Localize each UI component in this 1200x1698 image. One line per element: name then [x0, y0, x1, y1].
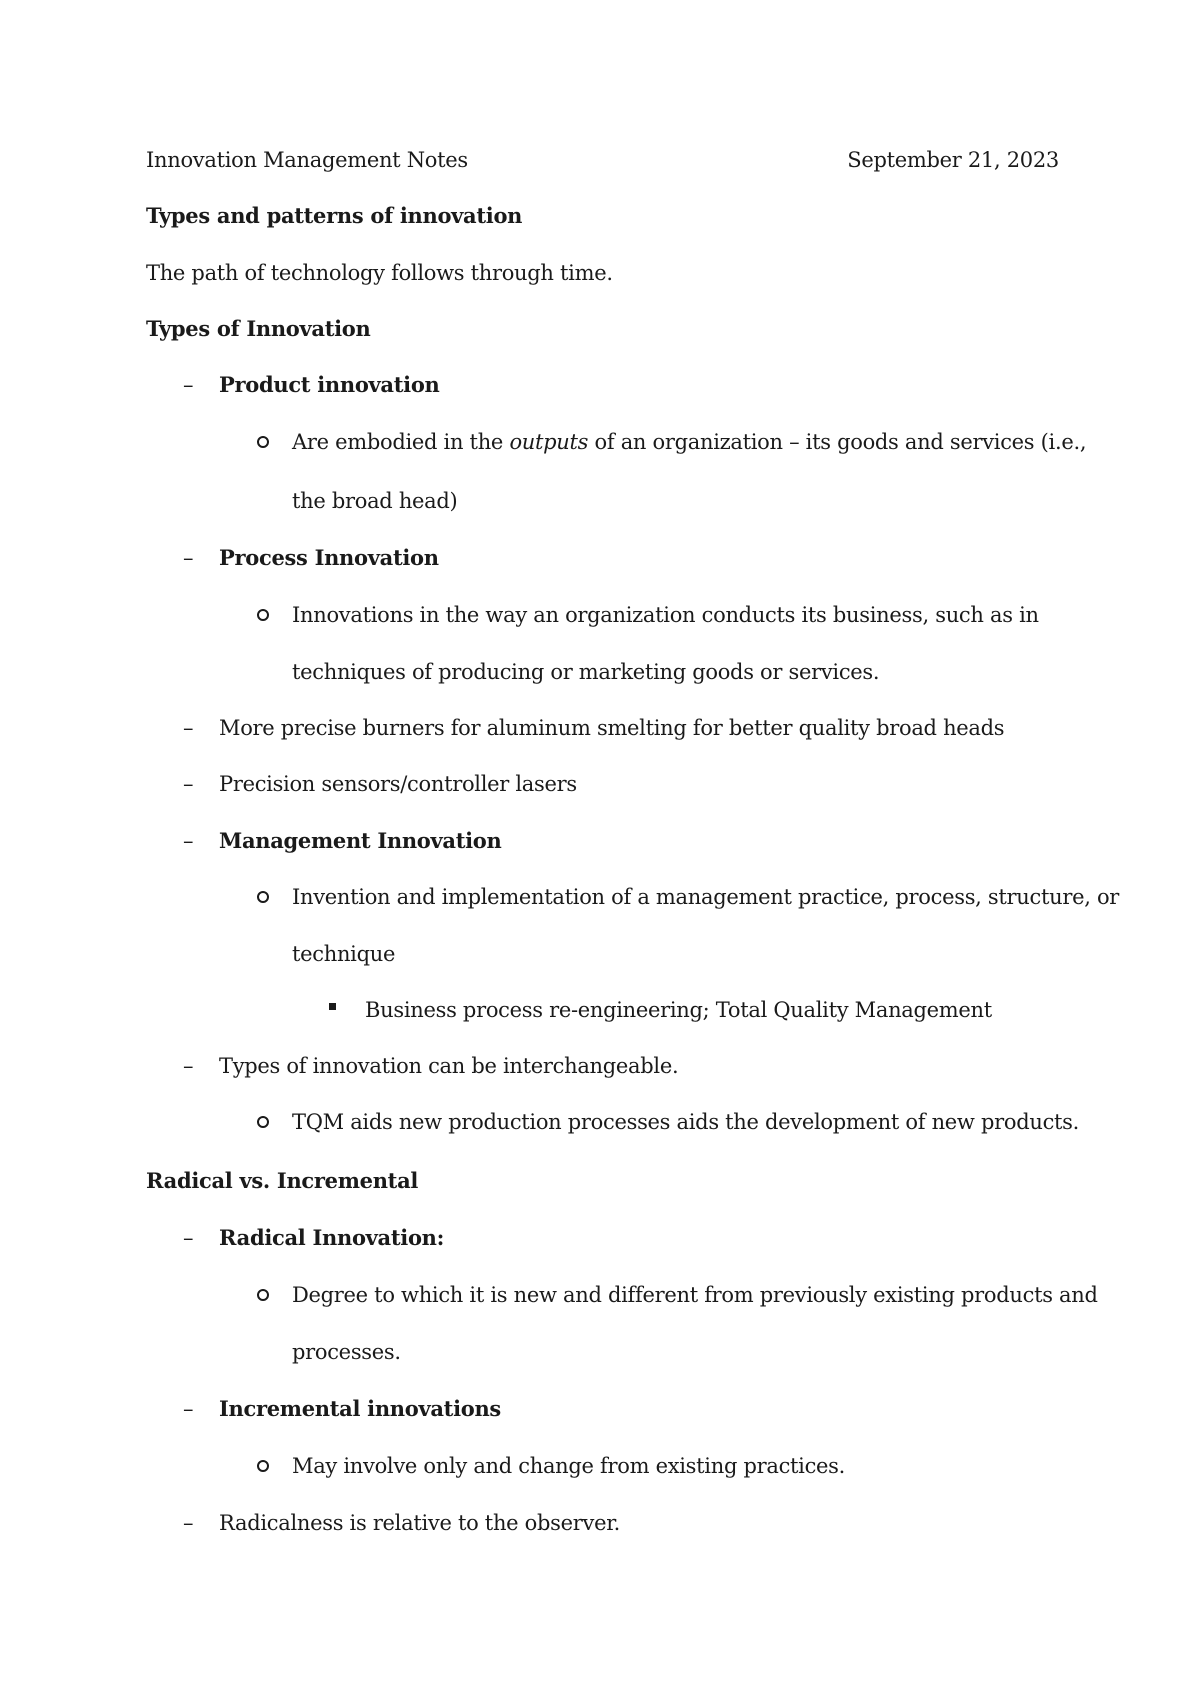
- circle-bullet: [257, 1116, 269, 1128]
- circle-bullet: [257, 609, 269, 621]
- list-item-process-innovation: Process Innovation: [219, 545, 439, 570]
- incremental-innovations-description: May involve only and change from existing practices.: [292, 1454, 846, 1478]
- list-item-radicalness: Radicalness is relative to the observer.: [219, 1511, 620, 1535]
- list-item-sensors: Precision sensors/controller lasers: [219, 772, 577, 796]
- management-innovation-description: Invention and implementation of a management practice, process, structure, or: [292, 885, 1120, 909]
- document-date: September 21, 2023: [847, 148, 1059, 172]
- dash-bullet: –: [183, 716, 194, 740]
- dash-bullet: –: [183, 1054, 194, 1078]
- dash-bullet: –: [183, 546, 194, 570]
- list-item-product-innovation: Product innovation: [219, 372, 440, 397]
- process-innovation-description: Innovations in the way an organization conducts its business, such as in: [292, 603, 1039, 627]
- list-item-radical-innovation: Radical Innovation:: [219, 1225, 445, 1250]
- product-desc-part1: Are embodied in the: [292, 430, 510, 454]
- square-bullet: [329, 1003, 336, 1010]
- circle-bullet: [257, 1289, 269, 1301]
- dash-bullet: –: [183, 829, 194, 853]
- dash-bullet: –: [183, 1397, 194, 1421]
- product-desc-part2: of an organization – its goods and services (i.e.,: [588, 430, 1087, 454]
- dash-bullet: –: [183, 1226, 194, 1250]
- circle-bullet: [257, 436, 269, 448]
- circle-bullet: [257, 1460, 269, 1472]
- product-desc-italic: outputs: [509, 430, 589, 454]
- process-innovation-description-line2: techniques of producing or marketing goods or services.: [292, 660, 880, 684]
- list-item-interchangeable: Types of innovation can be interchangeable.: [219, 1054, 679, 1078]
- dash-bullet: –: [183, 373, 194, 397]
- management-innovation-sub-item: Business process re-engineering; Total Quality Management: [365, 998, 992, 1022]
- paragraph-technology-path: The path of technology follows through time.: [146, 261, 613, 285]
- list-item-management-innovation: Management Innovation: [219, 828, 502, 853]
- circle-bullet: [257, 891, 269, 903]
- dash-bullet: –: [183, 1511, 194, 1535]
- document-title: Innovation Management Notes: [146, 148, 468, 172]
- list-item-burners: More precise burners for aluminum smelting for better quality broad heads: [219, 716, 1005, 740]
- product-innovation-description: [292, 428, 1086, 456]
- radical-innovation-description-line2: processes.: [292, 1340, 401, 1364]
- section-heading-types-of-innovation: Types of Innovation: [146, 316, 371, 341]
- section-heading-radical-vs-incremental: Radical vs. Incremental: [146, 1168, 419, 1193]
- product-innovation-description-line2: the broad head): [292, 489, 458, 513]
- section-heading-types-and-patterns: Types and patterns of innovation: [146, 203, 523, 228]
- radical-innovation-description: Degree to which it is new and different from previously existing products and: [292, 1283, 1098, 1307]
- management-innovation-description-line2: technique: [292, 942, 396, 966]
- dash-bullet: –: [183, 772, 194, 796]
- list-item-incremental-innovations: Incremental innovations: [219, 1396, 501, 1421]
- interchangeable-sub-item: TQM aids new production processes aids the development of new products.: [292, 1110, 1080, 1134]
